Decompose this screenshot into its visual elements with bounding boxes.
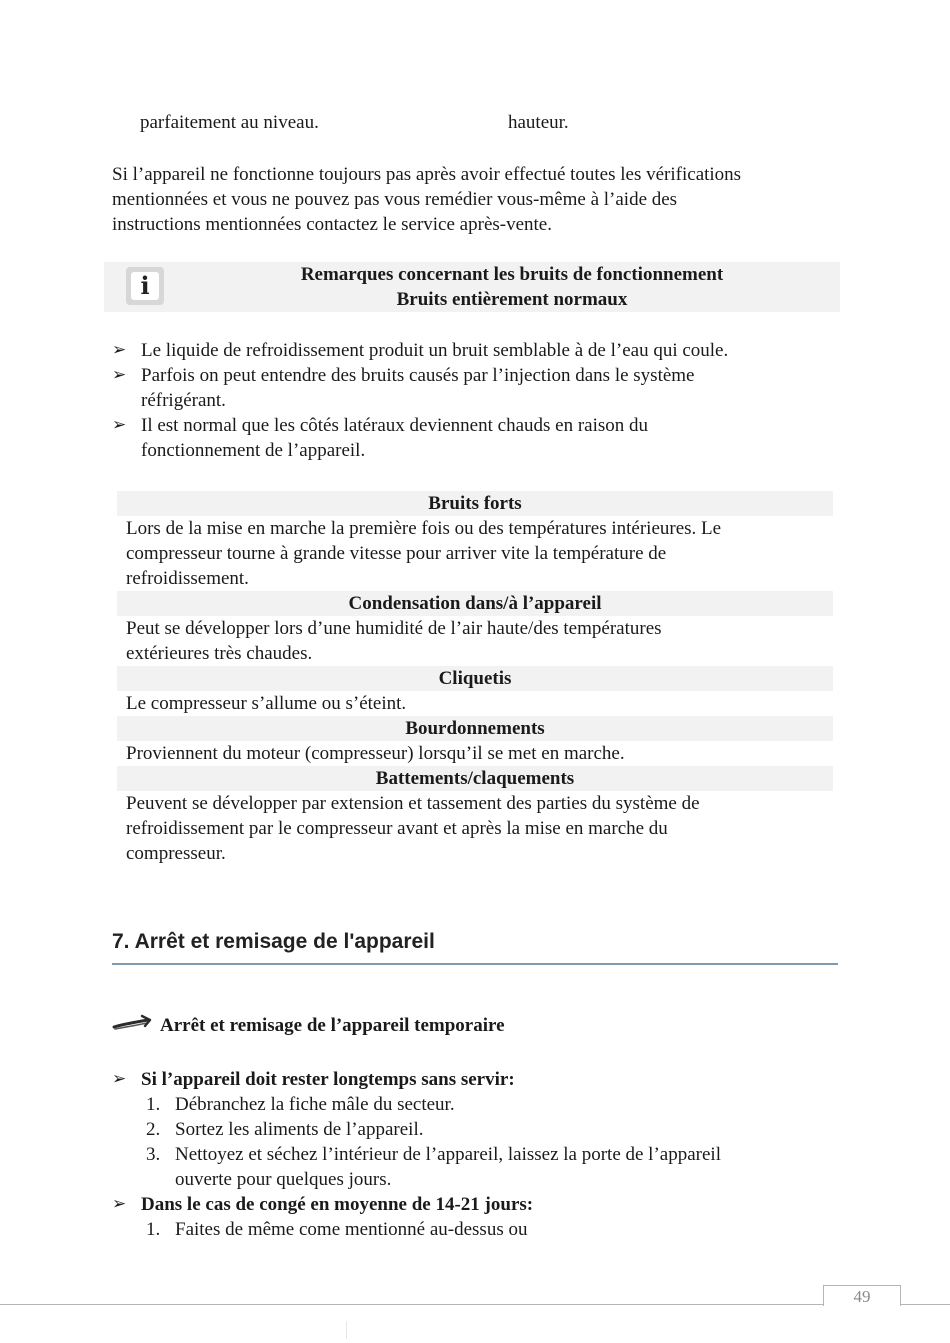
list-heading [112, 1192, 837, 1217]
section-divider [112, 963, 838, 965]
list-item-text: Parfois on peut entendre des bruits causés par l’injection dans le système [141, 365, 695, 386]
paragraph-line: instructions mentionnées contactez le service après-vente. [112, 214, 552, 235]
list-heading-text: Si l’appareil doit rester longtemps sans servir: [141, 1069, 515, 1090]
list-item [112, 413, 837, 463]
top-row-right-text: hauteur. [508, 112, 569, 133]
normal-noises-list [112, 338, 837, 463]
top-row [140, 112, 840, 138]
arrow-icon [112, 1014, 154, 1034]
list-item-text: Il est normal que les côtés latéraux deviennent chauds en raison du [141, 415, 649, 436]
item-text: Faites de même come mentionné au-dessus ou [175, 1219, 528, 1240]
table-header: Cliquetis [117, 666, 833, 691]
noise-remarks-box [104, 262, 840, 312]
table-header: Condensation dans/à l’appareil [117, 591, 833, 616]
table-cell-line: compresseur. [126, 843, 226, 864]
table-cell [117, 791, 833, 866]
table-cell-line: Le compresseur s’allume ou s’éteint. [126, 693, 407, 714]
table-cell-line: Peut se développer lors d’une humidité de l’air haute/des températures [126, 618, 662, 639]
list-heading-text: Dans le cas de congé en moyenne de 14-21 jours: [141, 1194, 534, 1215]
intro-paragraph [112, 162, 837, 237]
paragraph-line: mentionnées et vous ne pouvez pas vous remédier vous-même à l’aide des [112, 189, 678, 210]
numbered-item [112, 1117, 837, 1142]
table-header: Bourdonnements [117, 716, 833, 741]
subsection-heading: Arrêt et remisage de l’appareil temporaire [160, 1015, 505, 1036]
table-cell [117, 516, 833, 591]
section-heading: 7. Arrêt et remisage de l'appareil [112, 930, 435, 953]
table-cell [117, 691, 833, 716]
list-heading [112, 1067, 837, 1092]
top-row-left-text: parfaitement au niveau. [140, 112, 319, 133]
table-cell-line: Proviennent du moteur (compresseur) lorsqu’il se met en marche. [126, 743, 625, 764]
table-header: Battements/claquements [117, 766, 833, 791]
item-number: 3. [146, 1144, 161, 1165]
loud-noises-table [117, 491, 833, 866]
footer-divider [0, 1304, 950, 1305]
item-number: 2. [146, 1119, 161, 1140]
item-text: ouverte pour quelques jours. [175, 1169, 392, 1190]
item-text: Débranchez la fiche mâle du secteur. [175, 1094, 455, 1115]
bullet-arrow-icon: ➢ [112, 1194, 127, 1214]
table-cell-line: Peuvent se développer par extension et tassement des parties du système de [126, 793, 700, 814]
list-item-text: réfrigérant. [141, 390, 226, 411]
table-cell-line: extérieures très chaudes. [126, 643, 313, 664]
numbered-item [112, 1092, 837, 1117]
item-text: Nettoyez et séchez l’intérieur de l’appareil, laissez la porte de l’appareil [175, 1144, 721, 1165]
item-text: Sortez les aliments de l’appareil. [175, 1119, 424, 1140]
bullet-arrow-icon: ➢ [112, 1069, 127, 1089]
info-box-title: Remarques concernant les bruits de fonctionnement [300, 264, 724, 285]
numbered-item [112, 1217, 837, 1242]
table-cell-line: refroidissement. [126, 568, 249, 589]
table-cell [117, 741, 833, 766]
table-cell [117, 616, 833, 666]
table-cell-line: compresseur tourne à grande vitesse pour arriver vite la température de [126, 543, 667, 564]
item-number: 1. [146, 1219, 161, 1240]
paragraph-line: Si l’appareil ne fonctionne toujours pas après avoir effectué toutes les vérifications [112, 164, 742, 185]
info-box-subtitle: Bruits entièrement normaux [396, 289, 628, 310]
bullet-arrow-icon: ➢ [112, 340, 127, 360]
table-cell-line: refroidissement par le compresseur avant et après la mise en marche du [126, 818, 668, 839]
page-number: 49 [853, 1287, 871, 1306]
storage-instructions-list [112, 1067, 837, 1242]
list-item-text: Le liquide de refroidissement produit un bruit semblable à de l’eau qui coule. [141, 340, 729, 361]
table-cell-line: Lors de la mise en marche la première fois ou des températures intérieures. Le [126, 518, 722, 539]
bullet-arrow-icon: ➢ [112, 365, 127, 385]
numbered-item [112, 1142, 837, 1192]
list-item [112, 363, 837, 413]
bullet-arrow-icon: ➢ [112, 415, 127, 435]
footer-mark [346, 1321, 347, 1339]
list-item-text: fonctionnement de l’appareil. [141, 440, 366, 461]
item-number: 1. [146, 1094, 161, 1115]
info-icon-glyph: i [131, 272, 159, 300]
table-header: Bruits forts [117, 491, 833, 516]
list-item [112, 338, 837, 363]
